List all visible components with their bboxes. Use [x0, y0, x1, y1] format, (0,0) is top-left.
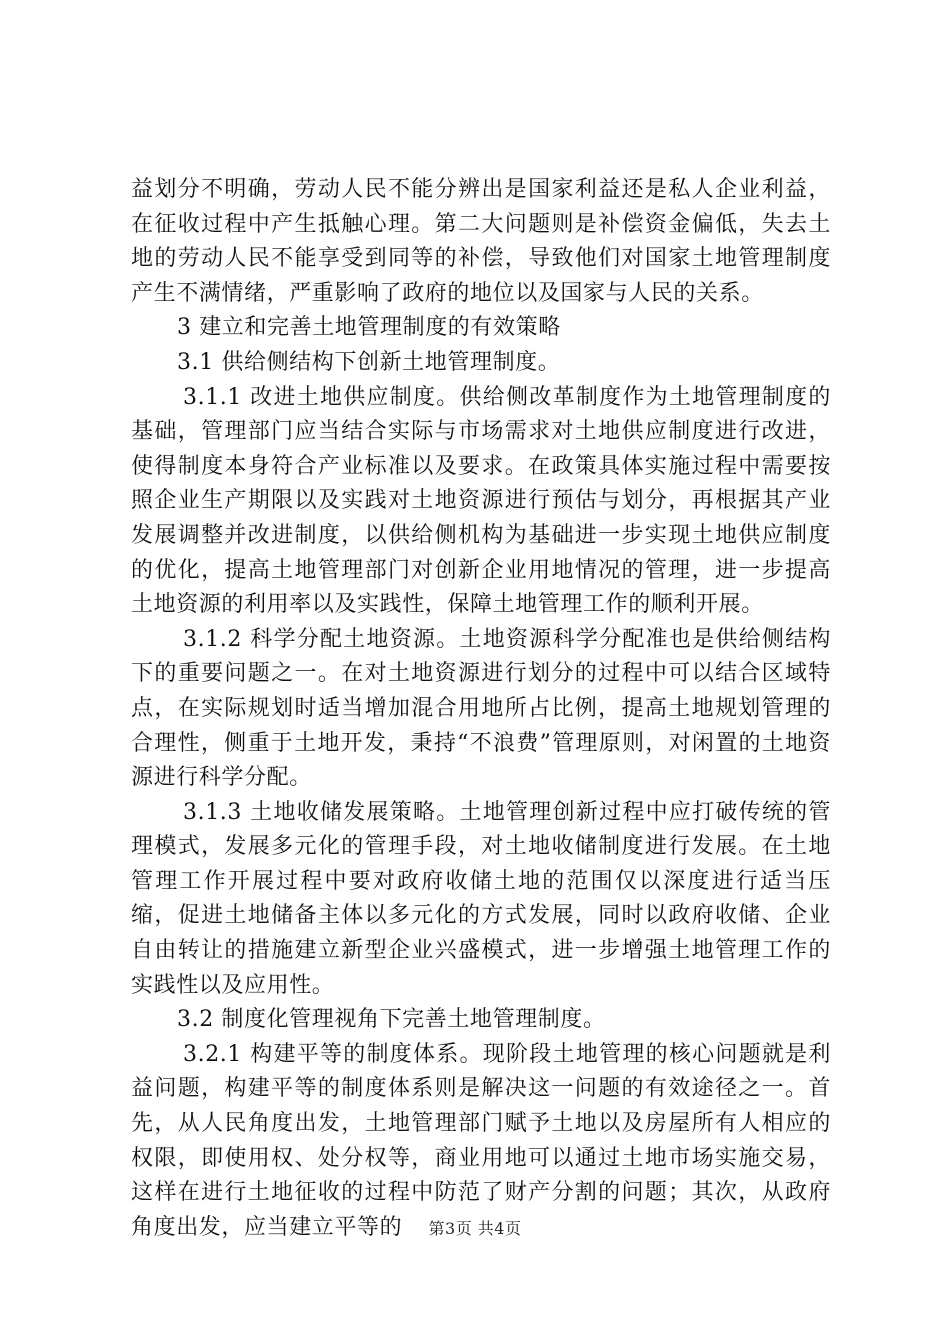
- page-footer: 第3页 共4页: [428, 1219, 522, 1238]
- subsection-heading-3-1: 3.1 供给侧结构下创新土地管理制度。: [177, 349, 561, 375]
- document-body: [131, 173, 831, 1245]
- section-heading-3: 3 建立和完善土地管理制度的有效策略: [177, 315, 561, 341]
- paragraph-3-1-2: 3.1.2 科学分配土地资源。土地资源科学分配准也是供给侧结构下的重要问题之一。在对土地资源进行划分的过程中可以结合区域特点，在实际规划时适当增加混合用地所占比例，提高土地规划管理的合理性，侧重于土地开发，秉持“不浪费”管理原则，对闲置的土地资源进行科学分配。: [131, 626, 831, 791]
- paragraph-3-1-3: 3.1.3 土地收储发展策略。土地管理创新过程中应打破传统的管理模式，发展多元化的管理手段，对土地收储制度进行发展。在土地管理工作开展过程中要对政府收储土地的范围仅以深度进行适当压缩，促进土地储备主体以多元化的方式发展，同时以政府收储、企业自由转让的措施建立新型企业兴盛模式，进一步增强土地管理工作的实践性以及应用性。: [131, 799, 831, 998]
- paragraph-continuation: 益划分不明确，劳动人民不能分辨出是国家利益还是私人企业利益，在征收过程中产生抵触心理。第二大问题则是补偿资金偏低，失去土地的劳动人民不能享受到同等的补偿，导致他们对国家土地管理制度产生不满情绪，严重影响了政府的地位以及国家与人民的关系。: [131, 177, 831, 306]
- paragraph-3-1-1: 3.1.1 改进土地供应制度。供给侧改革制度作为土地管理制度的基础，管理部门应当结合实际与市场需求对土地供应制度进行改进，使得制度本身符合产业标准以及要求。在政策具体实施过程中需要按照企业生产期限以及实践对土地资源进行预估与划分，再根据其产业发展调整并改进制度，以供给侧机构为基础进一步实现土地供应制度的优化，提高土地管理部门对创新企业用地情况的管理，进一步提高土地资源的利用率以及实践性，保障土地管理工作的顺利开展。: [131, 384, 831, 618]
- paragraph-3-2-1: 3.2.1 构建平等的制度体系。现阶段土地管理的核心问题就是利益问题，构建平等的制度体系则是解决这一问题的有效途径之一。首先，从人民角度出发，土地管理部门赋予土地以及房屋所有人相应的权限，即使用权、处分权等，商业用地可以通过土地市场实施交易，这样在进行土地征收的过程中防范了财产分割的问题；其次，从政府角度出发，应当建立平等的: [131, 1041, 831, 1240]
- subsection-heading-3-2: 3.2 制度化管理视角下完善土地管理制度。: [177, 1007, 606, 1033]
